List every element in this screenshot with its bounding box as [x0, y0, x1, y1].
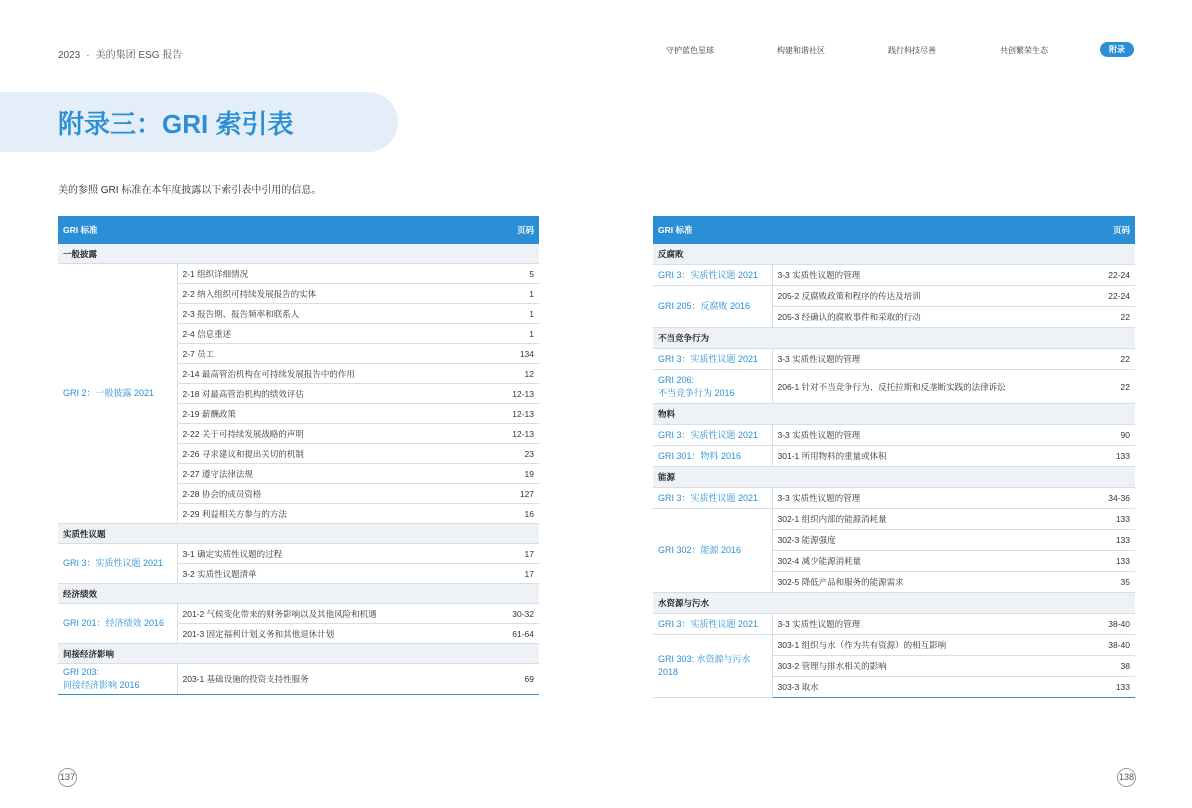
section-row	[653, 328, 1135, 349]
page-cell: 134	[477, 344, 539, 364]
table-row	[653, 286, 1135, 307]
page-cell: 90	[1073, 425, 1135, 446]
disclosure-cell: 2-19 薪酬政策	[177, 404, 477, 424]
gri-standard-cell: GRI 301：物料 2016	[653, 446, 772, 467]
section-row	[58, 644, 539, 664]
table-row	[653, 425, 1135, 446]
page-cell: 38-40	[1073, 635, 1135, 656]
disclosure-cell: 3-1 确定实质性议题的过程	[177, 544, 477, 564]
table-header-row	[653, 216, 1135, 244]
section-row	[58, 584, 539, 604]
disclosure-cell: 303-3 取水	[772, 677, 1073, 698]
section-title: 实质性议题	[58, 524, 539, 544]
disclosure-cell: 205-3 经确认的腐败事件和采取的行动	[772, 307, 1073, 328]
page-cell: 1	[477, 284, 539, 304]
gri-standard-line: 间接经济影响 2016	[63, 680, 140, 690]
table-row	[653, 509, 1135, 530]
page-cell: 35	[1073, 572, 1135, 593]
section-row	[58, 244, 539, 264]
page-cell: 22	[1073, 349, 1135, 370]
report-year: 2023	[58, 50, 81, 61]
gri-standard-cell: GRI 2：一般披露 2021	[58, 264, 177, 524]
page-cell: 38	[1073, 656, 1135, 677]
section-title: 间接经济影响	[58, 644, 539, 664]
section-row	[653, 593, 1135, 614]
page-cell: 38-40	[1073, 614, 1135, 635]
page-cell: 133	[1073, 530, 1135, 551]
disclosure-cell: 302-4 减少能源消耗量	[772, 551, 1073, 572]
gri-standard-cell: GRI 3：实质性议题 2021	[653, 488, 772, 509]
disclosure-cell: 2-18 对最高管治机构的绩效评估	[177, 384, 477, 404]
disclosure-cell: 2-27 遵守法律法规	[177, 464, 477, 484]
page-cell: 22-24	[1073, 265, 1135, 286]
page-cell: 133	[1073, 509, 1135, 530]
disclosure-cell: 302-3 能源强度	[772, 530, 1073, 551]
disclosure-cell: 2-4 信息重述	[177, 324, 477, 344]
page-cell: 1	[477, 304, 539, 324]
disclosure-cell: 2-1 组织详细情况	[177, 264, 477, 284]
gri-standard-line: 不当竞争行为 2016	[658, 387, 735, 398]
page-cell: 12	[477, 364, 539, 384]
page-cell: 34-36	[1073, 488, 1135, 509]
header-gri-standard: GRI 标准	[58, 216, 477, 244]
table-row	[653, 635, 1135, 656]
page-cell: 133	[1073, 446, 1135, 467]
disclosure-cell: 206-1 针对不当竞争行为、反托拉斯和反垄断实践的法律诉讼	[772, 370, 1073, 404]
disclosure-cell: 201-3 固定福利计划义务和其他退休计划	[177, 624, 477, 644]
page-cell: 133	[1073, 677, 1135, 698]
gri-standard-cell: GRI 3：实质性议题 2021	[653, 265, 772, 286]
gri-index-table-left	[58, 216, 539, 695]
page-cell: 5	[477, 264, 539, 284]
nav-tech-for-good[interactable]: 践行科技尽善	[888, 46, 936, 55]
gri-standard-line: GRI 303: 水资源与污水	[658, 654, 751, 664]
nav-prosperous-ecosystem[interactable]: 共创繁荣生态	[1000, 46, 1048, 55]
disclosure-cell: 303-2 管理与排水相关的影响	[772, 656, 1073, 677]
gri-standard-cell: GRI 302：能源 2016	[653, 509, 772, 593]
disclosure-cell: 3-3 实质性议题的管理	[772, 488, 1073, 509]
section-row	[653, 404, 1135, 425]
page-cell: 22	[1073, 307, 1135, 328]
disclosure-cell: 2-22 关于可持续发展战略的声明	[177, 424, 477, 444]
page-cell: 12-13	[477, 424, 539, 444]
header-page: 页码	[477, 216, 539, 244]
report-name: 美的集团 ESG 报告	[95, 50, 183, 61]
disclosure-cell: 2-28 协会的成员资格	[177, 484, 477, 504]
page-cell: 19	[477, 464, 539, 484]
disclosure-cell: 3-2 实质性议题清单	[177, 564, 477, 584]
table-row	[58, 264, 539, 284]
page-cell: 69	[477, 664, 539, 695]
section-title: 能源	[653, 467, 1135, 488]
section-row	[653, 467, 1135, 488]
gri-standard-cell: GRI 205：反腐败 2016	[653, 286, 772, 328]
page-cell: 30-32	[477, 604, 539, 624]
report-header: 2023 · 美的集团 ESG 报告	[58, 50, 183, 61]
disclosure-cell: 301-1 所用物料的重量或体积	[772, 446, 1073, 467]
page-title: 附录三：GRI 索引表	[58, 109, 294, 139]
page-cell: 23	[477, 444, 539, 464]
section-row	[653, 244, 1135, 265]
disclosure-cell: 201-2 气候变化带来的财务影响以及其他风险和机遇	[177, 604, 477, 624]
header-gri-standard: GRI 标准	[653, 216, 1073, 244]
gri-standard-cell: GRI 3：实质性议题 2021	[653, 425, 772, 446]
page-cell: 16	[477, 504, 539, 524]
table-row	[653, 614, 1135, 635]
table-row	[653, 488, 1135, 509]
intro-text: 美的参照 GRI 标准在本年度披露以下索引表中引用的信息。	[58, 185, 322, 196]
section-row	[58, 524, 539, 544]
table-row	[58, 604, 539, 624]
disclosure-cell: 2-14 最高管治机构在可持续发展报告中的作用	[177, 364, 477, 384]
gri-index-table-right	[653, 216, 1135, 698]
disclosure-cell: 2-7 员工	[177, 344, 477, 364]
section-title: 不当竞争行为	[653, 328, 1135, 349]
disclosure-cell: 2-29 利益相关方参与的方法	[177, 504, 477, 524]
disclosure-cell: 2-2 纳入组织可持续发展报告的实体	[177, 284, 477, 304]
gri-standard-cell	[653, 635, 772, 698]
section-title: 反腐败	[653, 244, 1135, 265]
table-header-row	[58, 216, 539, 244]
table-row	[58, 664, 539, 695]
page-cell: 12-13	[477, 384, 539, 404]
gri-standard-cell: GRI 3：实质性议题 2021	[653, 349, 772, 370]
page-number-right: 138	[1117, 768, 1136, 787]
page-cell: 22	[1073, 370, 1135, 404]
disclosure-cell: 3-3 实质性议题的管理	[772, 265, 1073, 286]
gri-standard-line: 2018	[658, 667, 679, 677]
page-cell: 17	[477, 544, 539, 564]
nav-harmonious-community[interactable]: 构建和谐社区	[777, 46, 825, 55]
section-title: 经济绩效	[58, 584, 539, 604]
disclosure-cell: 3-3 实质性议题的管理	[772, 349, 1073, 370]
page-cell: 61-64	[477, 624, 539, 644]
page-cell: 1	[477, 324, 539, 344]
disclosure-cell: 302-5 降低产品和服务的能源需求	[772, 572, 1073, 593]
section-title: 物料	[653, 404, 1135, 425]
gri-standard-cell: GRI 3：实质性议题 2021	[653, 614, 772, 635]
disclosure-cell: 3-3 实质性议题的管理	[772, 614, 1073, 635]
section-title: 水资源与污水	[653, 593, 1135, 614]
disclosure-cell: 203-1 基础设施的投资支持性服务	[177, 664, 477, 695]
table-row	[653, 370, 1135, 404]
disclosure-cell: 205-2 反腐败政策和程序的传达及培训	[772, 286, 1073, 307]
gri-standard-line: GRI 203:	[63, 667, 100, 677]
disclosure-cell: 2-26 寻求建议和提出关切的机制	[177, 444, 477, 464]
disclosure-cell: 303-1 组织与水（作为共有资源）的相互影响	[772, 635, 1073, 656]
page-cell: 12-13	[477, 404, 539, 424]
gri-standard-cell: GRI 3：实质性议题 2021	[58, 544, 177, 584]
gri-standard-cell	[653, 370, 772, 404]
header-page: 页码	[1073, 216, 1135, 244]
disclosure-cell: 302-1 组织内部的能源消耗量	[772, 509, 1073, 530]
page-cell: 22-24	[1073, 286, 1135, 307]
table-row	[58, 544, 539, 564]
gri-standard-cell: GRI 201：经济绩效 2016	[58, 604, 177, 644]
gri-standard-cell	[58, 664, 177, 695]
section-title: 一般披露	[58, 244, 539, 264]
page-cell: 133	[1073, 551, 1135, 572]
page-cell: 17	[477, 564, 539, 584]
page-number-left: 137	[58, 768, 77, 787]
nav-blue-planet[interactable]: 守护蓝色星球	[666, 46, 714, 55]
gri-standard-line: GRI 206:	[658, 374, 695, 385]
table-row	[653, 446, 1135, 467]
disclosure-cell: 3-3 实质性议题的管理	[772, 425, 1073, 446]
page-cell: 127	[477, 484, 539, 504]
table-row	[653, 265, 1135, 286]
disclosure-cell: 2-3 报告期、报告频率和联系人	[177, 304, 477, 324]
nav-appendix-active[interactable]: 附录	[1100, 42, 1134, 57]
table-row	[653, 349, 1135, 370]
